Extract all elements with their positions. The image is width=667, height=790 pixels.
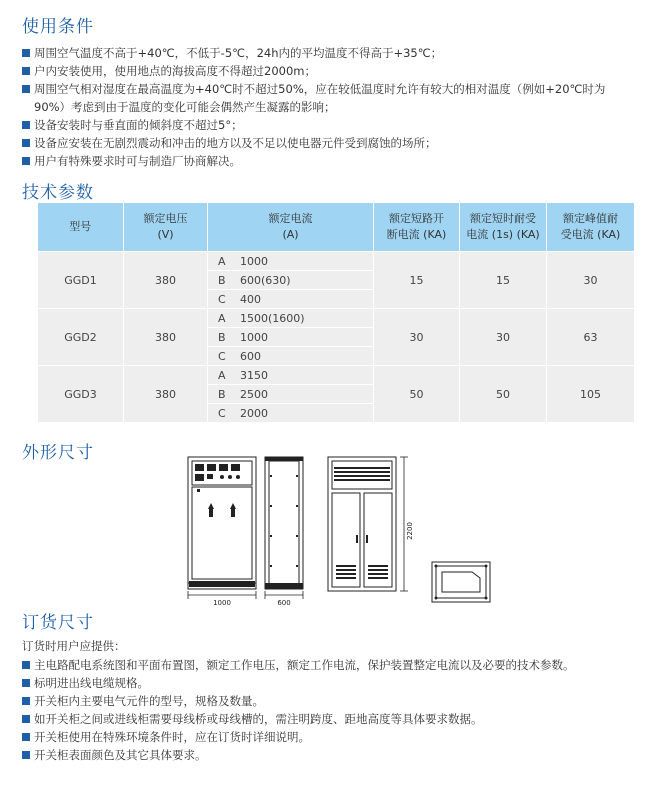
- cell-current: C 600: [208, 347, 374, 366]
- cell-voltage: 380: [124, 366, 208, 423]
- top-view-drawing: [430, 560, 492, 604]
- cell-current: B 1000: [208, 328, 374, 347]
- height-dimension-label: 2200: [406, 522, 414, 540]
- cell-current: C 400: [208, 290, 374, 309]
- bullet-square-icon: [22, 85, 30, 93]
- list-item: 设备安装时与垂直面的倾斜度不超过5°；: [22, 116, 662, 134]
- list-item: 标明进出线电缆规格。: [22, 674, 662, 692]
- header-model: 型号: [38, 203, 124, 252]
- header-short-time: 额定短时耐受 电流 (1s) (KA): [460, 203, 547, 252]
- bullet-square-icon: [22, 733, 30, 741]
- cell-voltage: 380: [124, 309, 208, 366]
- cell-short-time: 50: [460, 366, 547, 423]
- cell-peak: 105: [547, 366, 635, 423]
- cell-current: B 2500: [208, 385, 374, 404]
- table-row: [38, 252, 635, 271]
- table-header-row: [38, 203, 635, 252]
- list-item: 周围空气相对湿度在最高温度为+40℃时不超过50%，应在较低温度时允许有较大的相对温度（例如+20℃时为90%）考虑到由于温度的变化可能会偶然产生凝露的影响；: [22, 80, 612, 116]
- bullet-square-icon: [22, 157, 30, 165]
- conditions-list: [22, 44, 662, 170]
- ordering-title: 订货尺寸: [22, 613, 94, 633]
- header-current: 额定电流 (A): [208, 203, 374, 252]
- cell-peak: 30: [547, 252, 635, 309]
- table-row: [38, 366, 635, 385]
- cell-voltage: 380: [124, 252, 208, 309]
- list-item: 主电路配电系统图和平面布置图，额定工作电压，额定工作电流，保护装置整定电流以及必要的技术参数。: [22, 656, 662, 674]
- list-item: 用户有特殊要求时可与制造厂协商解决。: [22, 152, 662, 170]
- cell-current: C 2000: [208, 404, 374, 423]
- front-view-drawing: [186, 455, 258, 607]
- bullet-square-icon: [22, 139, 30, 147]
- cell-breaking: 50: [374, 366, 460, 423]
- header-voltage: 额定电压 (V): [124, 203, 208, 252]
- bullet-square-icon: [22, 697, 30, 705]
- dimensions-title: 外形尺寸: [22, 443, 94, 463]
- cell-short-time: 15: [460, 252, 547, 309]
- header-breaking: 额定短路开 断电流 (KA): [374, 203, 460, 252]
- width-dimension-label: 1000: [213, 599, 231, 607]
- cell-peak: 63: [547, 309, 635, 366]
- side-view-drawing: [263, 455, 307, 607]
- cell-model: GGD1: [38, 252, 124, 309]
- cell-breaking: 15: [374, 252, 460, 309]
- ordering-intro: 订货时用户应提供：: [22, 639, 126, 653]
- cell-short-time: 30: [460, 309, 547, 366]
- list-item: 开关柜表面颜色及其它具体要求。: [22, 746, 662, 764]
- cell-breaking: 30: [374, 309, 460, 366]
- specs-title: 技术参数: [22, 183, 94, 203]
- conditions-title: 使用条件: [22, 17, 94, 37]
- bullet-square-icon: [22, 121, 30, 129]
- cell-current: A 3150: [208, 366, 374, 385]
- list-item: 户内安装使用，使用地点的海拔高度不得超过2000m；: [22, 62, 662, 80]
- cell-current: B 600(630): [208, 271, 374, 290]
- bullet-square-icon: [22, 679, 30, 687]
- cell-model: GGD2: [38, 309, 124, 366]
- header-peak: 额定峰值耐 受电流 (KA): [547, 203, 635, 252]
- cell-model: GGD3: [38, 366, 124, 423]
- bullet-square-icon: [22, 67, 30, 75]
- ordering-list: [22, 656, 662, 764]
- cell-current: A 1500(1600): [208, 309, 374, 328]
- spec-table: [37, 203, 635, 423]
- cell-current: A 1000: [208, 252, 374, 271]
- table-row: [38, 309, 635, 328]
- list-item: 开关柜使用在特殊环境条件时，应在订货时详细说明。: [22, 728, 662, 746]
- list-item: 周围空气温度不高于+40℃，不低于-5℃，24h内的平均温度不得高于+35℃；: [22, 44, 662, 62]
- depth-dimension-label: 600: [277, 599, 291, 607]
- bullet-square-icon: [22, 49, 30, 57]
- bullet-square-icon: [22, 715, 30, 723]
- rear-view-drawing: [326, 455, 416, 607]
- list-item: 开关柜内主要电气元件的型号，规格及数量。: [22, 692, 662, 710]
- list-item: 如开关柜之间或进线柜需要母线桥或母线槽的，需注明跨度、距地高度等具体要求数据。: [22, 710, 662, 728]
- bullet-square-icon: [22, 661, 30, 669]
- list-item: 设备应安装在无剧烈震动和冲击的地方以及不足以使电器元件受到腐蚀的场所；: [22, 134, 662, 152]
- bullet-square-icon: [22, 751, 30, 759]
